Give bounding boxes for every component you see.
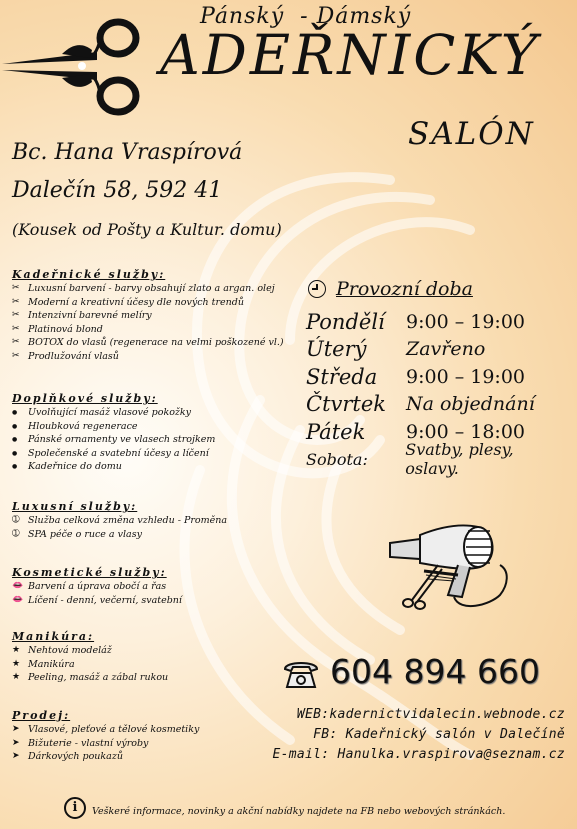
list-item-label: Luxusní barvení - barvy obsahují zlato a argan. olej — [28, 283, 275, 294]
section-luxury — [12, 500, 302, 541]
email-link[interactable]: E-mail: Hanulka.vraspirova@seznam.cz — [272, 747, 565, 762]
bullet-dot-icon — [12, 447, 28, 461]
list-item-label: Dárkových poukazů — [28, 751, 123, 762]
list-item — [12, 309, 302, 323]
list-item-label: Hloubková regenerace — [28, 420, 138, 432]
hours-day: Úterý — [306, 337, 367, 362]
list-item-label: SPA péče o ruce a vlasy — [28, 528, 142, 540]
list-item — [12, 658, 302, 672]
list-item-label: Nehtová modeláž — [28, 645, 112, 656]
hair-dryer-icon — [380, 505, 520, 615]
lips-icon: 👄 — [12, 581, 24, 591]
section-title: Doplňkové služby: — [12, 392, 158, 405]
clock-icon — [308, 280, 326, 298]
hours-row — [306, 336, 571, 364]
telephone-icon — [283, 659, 319, 689]
list-item — [12, 580, 302, 594]
owner-address: Dalečín 58, 592 41 — [12, 178, 223, 203]
list-item — [12, 323, 302, 337]
list-item-label: Společenské a svatební účesy a líčení — [28, 447, 209, 459]
section-title: Manikúra: — [12, 630, 95, 643]
section-title: Prodej: — [12, 709, 71, 722]
star-icon: ★ — [12, 658, 21, 669]
scissors-icon: ✂ — [12, 310, 20, 320]
list-item — [12, 514, 302, 528]
section-title: Kadeřnické služby: — [12, 268, 166, 281]
website-link[interactable]: WEB:kadernictvidalecin.webnode.cz — [296, 707, 565, 722]
list-item — [12, 420, 302, 434]
list-item-label: Intenzivní barevné melíry — [28, 310, 152, 321]
salon-title: ADEŘNICKÝ — [160, 23, 541, 87]
scissors-icon: ✂ — [12, 283, 20, 293]
list-item-label: Barvení a úprava obočí a řas — [28, 581, 167, 592]
bullet-dot-icon — [12, 460, 28, 474]
list-item — [12, 447, 302, 461]
facebook-link[interactable]: FB: Kadeřnický salón v Dalečíně — [313, 727, 565, 742]
list-item — [12, 296, 302, 310]
star-icon: ★ — [12, 672, 21, 682]
list-item-label: BOTOX do vlasů (regenerace na velmi poškozené vl.) — [28, 337, 284, 348]
section-cosmetics — [12, 566, 302, 607]
list-item-label: Kadeřnice do domu — [28, 461, 122, 472]
list-item-label: Služba celková změna vzhledu - Proměna — [28, 515, 228, 526]
hours-day: Čtvrtek — [306, 392, 387, 417]
arrow-icon: ➤ — [12, 751, 20, 761]
hours-row — [306, 363, 571, 391]
salon-subtitle: SALÓN — [408, 116, 535, 152]
lips-icon: 👄 — [12, 594, 24, 605]
circled-one-icon: ➀ — [12, 528, 20, 539]
hours-time: 9:00 – 18:00 — [406, 420, 526, 443]
hours-time: Svatby, plesy, oslavy. — [405, 440, 514, 479]
list-item-label: Pánské ornamenty ve vlasech strojkem — [28, 434, 216, 445]
list-item-label: Uvolňující masáž vlasové pokožky — [28, 407, 192, 418]
hours-time: Zavřeno — [406, 338, 486, 361]
list-item — [12, 644, 302, 658]
hours-day: Sobota: — [306, 449, 368, 469]
hours-day: Pondělí — [306, 309, 385, 334]
hours-day: Pátek — [306, 419, 366, 444]
list-item — [12, 282, 302, 296]
arrow-icon: ➤ — [12, 737, 20, 748]
section-additional — [12, 392, 302, 474]
hours-time: 9:00 – 19:00 — [406, 365, 526, 388]
info-icon: i — [64, 797, 86, 819]
address-note: (Kousek od Pošty a Kultur. domu) — [12, 220, 282, 239]
list-item-label: Manikúra — [28, 658, 75, 670]
header-top-line: Pánský - Dámský — [200, 4, 412, 29]
scissors-icon: ✂ — [12, 337, 20, 347]
scissors-icon — [2, 14, 144, 120]
bullet-dot-icon — [12, 420, 28, 434]
bullet-dot-icon — [12, 433, 28, 447]
bullet-dot-icon — [12, 406, 28, 420]
circled-one-icon: ➀ — [12, 515, 20, 525]
list-item — [12, 528, 302, 542]
list-item — [12, 336, 302, 350]
hours-time: 9:00 – 19:00 — [406, 310, 526, 333]
section-title: Kosmetické služby: — [12, 566, 167, 579]
footer-note: Veškeré informace, novinky a akční nabídky najdete na FB nebo webových stránkách. — [92, 806, 506, 817]
list-item-label: Platinová blond — [28, 323, 103, 335]
hours-time: Na objednání — [406, 393, 535, 416]
list-item-label: Prodlužování vlasů — [28, 350, 119, 362]
opening-hours-title — [306, 278, 571, 300]
section-manicure — [12, 630, 302, 685]
list-item — [12, 350, 302, 364]
scissors-icon: ✂ — [12, 350, 20, 361]
list-item — [12, 594, 302, 608]
list-item-label: Vlasové, pleťové a tělové kosmetiky — [28, 724, 200, 735]
owner-name: Bc. Hana Vraspírová — [12, 140, 243, 165]
hours-row — [306, 391, 571, 419]
scissors-icon: ✂ — [12, 296, 20, 307]
arrow-icon: ➤ — [12, 724, 20, 734]
list-item — [12, 671, 302, 685]
hours-day: Středa — [306, 364, 378, 389]
list-item-label: Líčení - denní, večerní, svatební — [28, 594, 182, 606]
section-title: Luxusní služby: — [12, 500, 138, 513]
list-item — [12, 460, 302, 474]
section-hairdressing — [12, 268, 302, 363]
opening-hours-label: Provozní doba — [336, 278, 473, 300]
list-item-label: Peeling, masáž a zábal rukou — [28, 672, 169, 683]
scissors-icon: ✂ — [12, 323, 20, 334]
list-item-label: Moderní a kreativní účesy dle nových trendů — [28, 296, 244, 308]
list-item — [12, 406, 302, 420]
phone-number[interactable]: 604 894 660 — [330, 652, 540, 691]
opening-hours — [306, 278, 571, 479]
hours-row — [306, 308, 571, 336]
list-item-label: Bižuterie - vlastní výroby — [28, 737, 149, 749]
star-icon: ★ — [12, 645, 21, 655]
list-item — [12, 433, 302, 447]
hours-row — [306, 440, 571, 479]
